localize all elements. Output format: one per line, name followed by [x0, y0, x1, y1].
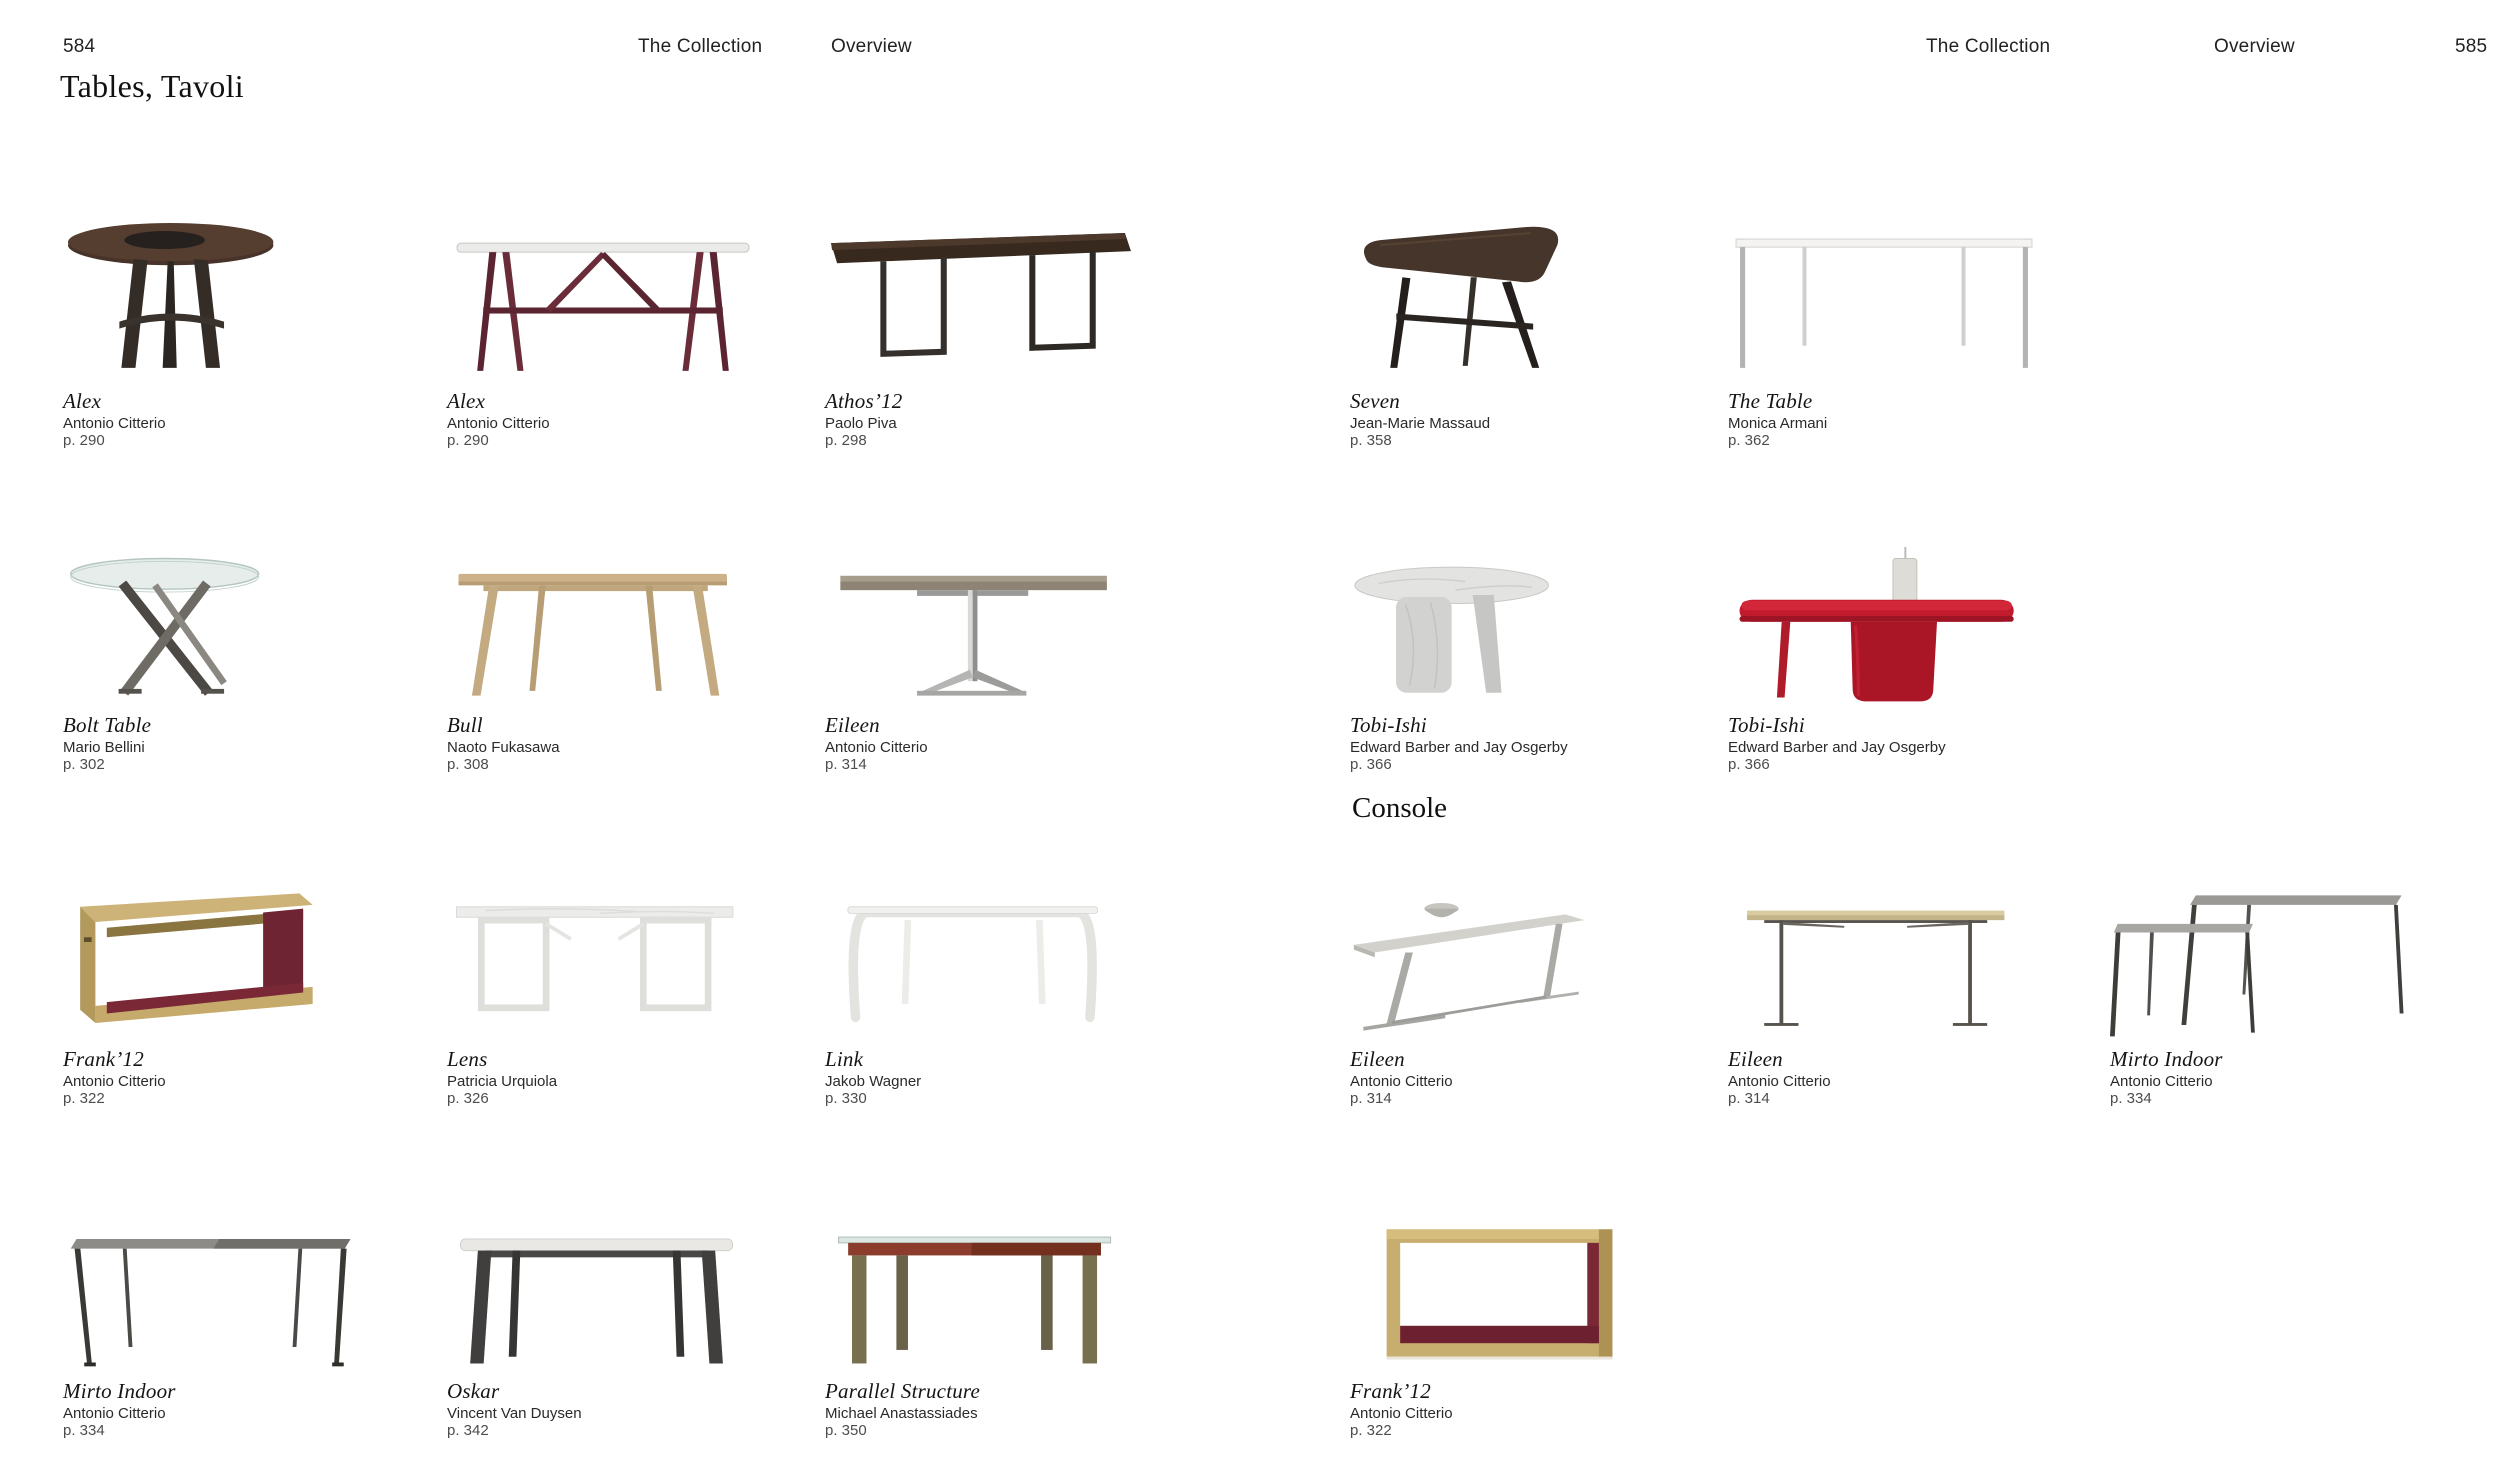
product-image-alex-round: [63, 200, 375, 386]
product-label: [63, 1381, 395, 1439]
product-cell-the-table: [1728, 200, 2060, 449]
product-cell-frank12-a: [63, 882, 395, 1107]
product-cell-tobi-red: [1728, 547, 2060, 773]
product-page-ref: p. 290: [63, 432, 105, 449]
product-title: Bolt Table: [63, 713, 152, 737]
product-designer: Edward Barber and Jay Osgerby: [1728, 739, 1946, 756]
product-title: Mirto Indoor: [2110, 1047, 2223, 1071]
product-label: [825, 715, 1157, 773]
product-image-alex-rect: [447, 200, 759, 386]
product-image-tobi-marble: [1350, 547, 1662, 710]
product-designer: Antonio Citterio: [63, 1073, 166, 1090]
product-designer: Antonio Citterio: [63, 1405, 166, 1422]
product-label: [825, 1381, 1157, 1439]
product-image-frank12-b: [1350, 1212, 1662, 1376]
product-cell-athos12: [825, 200, 1157, 449]
product-label: [1728, 1049, 2060, 1107]
breadcrumb-overview-right: Overview: [2214, 36, 2295, 57]
product-image-mirto-console: [2110, 882, 2422, 1044]
product-cell-mirto-table: [63, 1212, 395, 1439]
product-designer: Patricia Urquiola: [447, 1073, 558, 1090]
product-title: Oskar: [447, 1379, 500, 1403]
product-page-ref: p. 322: [63, 1090, 105, 1107]
product-label: [1350, 715, 1682, 773]
product-cell-parallel: [825, 1212, 1157, 1439]
product-cell-bolt: [63, 547, 395, 773]
product-page-ref: p. 314: [1350, 1090, 1392, 1107]
product-label: [63, 715, 395, 773]
product-cell-tobi-marble: [1350, 547, 1682, 773]
product-image-eileen-dining: [825, 547, 1137, 710]
product-designer: Edward Barber and Jay Osgerby: [1350, 739, 1568, 756]
product-page-ref: p. 330: [825, 1090, 867, 1107]
product-page-ref: p. 366: [1728, 756, 1770, 773]
product-cell-frank12-b: [1350, 1212, 1682, 1439]
product-label: [447, 391, 779, 449]
product-cell-link: [825, 882, 1157, 1107]
product-page-ref: p. 314: [825, 756, 867, 773]
product-label: [1350, 391, 1682, 449]
product-page-ref: p. 334: [63, 1422, 105, 1439]
product-cell-alex-round: [63, 200, 395, 449]
product-title: Frank’12: [63, 1047, 144, 1071]
product-designer: Antonio Citterio: [1350, 1405, 1453, 1422]
product-label: [1728, 391, 2060, 449]
product-title: Lens: [447, 1047, 488, 1071]
product-cell-lens: [447, 882, 779, 1107]
product-image-oskar: [447, 1212, 759, 1376]
product-label: [825, 391, 1157, 449]
product-image-bolt: [63, 547, 375, 710]
product-page-ref: p. 308: [447, 756, 489, 773]
product-page-ref: p. 350: [825, 1422, 867, 1439]
product-page-ref: p. 362: [1728, 432, 1770, 449]
product-page-ref: p. 326: [447, 1090, 489, 1107]
product-page-ref: p. 314: [1728, 1090, 1770, 1107]
product-label: [447, 1381, 779, 1439]
product-cell-eileen-console-b: [1728, 882, 2060, 1107]
product-title: Eileen: [1350, 1047, 1405, 1071]
product-title: Frank’12: [1350, 1379, 1431, 1403]
product-label: [825, 1049, 1157, 1107]
breadcrumb-overview-left: Overview: [831, 36, 912, 57]
product-cell-bull: [447, 547, 779, 773]
product-cell-seven: [1350, 200, 1682, 449]
section-heading-console: Console: [1352, 792, 1448, 824]
breadcrumb-collection-left: The Collection: [638, 36, 763, 57]
product-designer: Jean-Marie Massaud: [1350, 415, 1491, 432]
breadcrumb-collection-right: The Collection: [1926, 36, 2051, 57]
product-image-eileen-console-b: [1728, 882, 2040, 1044]
product-image-the-table: [1728, 200, 2040, 386]
product-image-link: [825, 882, 1137, 1044]
product-designer: Antonio Citterio: [2110, 1073, 2213, 1090]
product-image-athos12: [825, 200, 1137, 386]
product-cell-oskar: [447, 1212, 779, 1439]
product-label: [447, 1049, 779, 1107]
page-title: Tables, Tavoli: [60, 68, 244, 104]
product-page-ref: p. 342: [447, 1422, 489, 1439]
product-label: [1350, 1381, 1682, 1439]
product-cell-eileen-console-a: [1350, 882, 1682, 1107]
product-page-ref: p. 322: [1350, 1422, 1392, 1439]
product-title: Athos’12: [825, 389, 903, 413]
product-title: Parallel Structure: [825, 1379, 981, 1403]
product-title: Bull: [447, 713, 483, 737]
product-title: Alex: [63, 389, 102, 413]
product-designer: Naoto Fukasawa: [447, 739, 560, 756]
product-image-tobi-red: [1728, 547, 2040, 710]
product-label: [447, 715, 779, 773]
product-image-lens: [447, 882, 759, 1044]
product-page-ref: p. 334: [2110, 1090, 2152, 1107]
product-designer: Antonio Citterio: [1350, 1073, 1453, 1090]
product-designer: Michael Anastassiades: [825, 1405, 978, 1422]
product-designer: Antonio Citterio: [825, 739, 928, 756]
product-cell-mirto-console: [2110, 882, 2442, 1107]
product-image-mirto-table: [63, 1212, 375, 1376]
product-label: [1350, 1049, 1682, 1107]
product-title: Alex: [447, 389, 486, 413]
product-title: Seven: [1350, 389, 1400, 413]
page-number-right: 585: [2455, 36, 2488, 57]
product-label: [63, 391, 395, 449]
product-designer: Mario Bellini: [63, 739, 145, 756]
product-page-ref: p. 358: [1350, 432, 1392, 449]
product-cell-alex-rect: [447, 200, 779, 449]
product-title: Link: [825, 1047, 864, 1071]
product-title: The Table: [1728, 389, 1813, 413]
product-designer: Antonio Citterio: [1728, 1073, 1831, 1090]
product-label: [2110, 1049, 2442, 1107]
product-designer: Jakob Wagner: [825, 1073, 922, 1090]
product-page-ref: p. 302: [63, 756, 105, 773]
product-cell-eileen-dining: [825, 547, 1157, 773]
product-label: [1728, 715, 2060, 773]
product-image-parallel: [825, 1212, 1137, 1376]
page-number-left: 584: [63, 36, 96, 57]
product-page-ref: p. 298: [825, 432, 867, 449]
product-page-ref: p. 290: [447, 432, 489, 449]
product-title: Tobi-Ishi: [1350, 713, 1427, 737]
product-image-frank12-a: [63, 882, 375, 1044]
product-designer: Antonio Citterio: [447, 415, 550, 432]
product-title: Eileen: [825, 713, 880, 737]
product-label: [63, 1049, 395, 1107]
product-title: Mirto Indoor: [63, 1379, 176, 1403]
product-title: Eileen: [1728, 1047, 1783, 1071]
product-designer: Antonio Citterio: [63, 415, 166, 432]
product-image-seven: [1350, 200, 1662, 386]
product-image-bull: [447, 547, 759, 710]
product-designer: Paolo Piva: [825, 415, 897, 432]
product-designer: Monica Armani: [1728, 415, 1828, 432]
product-title: Tobi-Ishi: [1728, 713, 1805, 737]
product-page-ref: p. 366: [1350, 756, 1392, 773]
product-designer: Vincent Van Duysen: [447, 1405, 582, 1422]
product-image-eileen-console-a: [1350, 882, 1662, 1044]
